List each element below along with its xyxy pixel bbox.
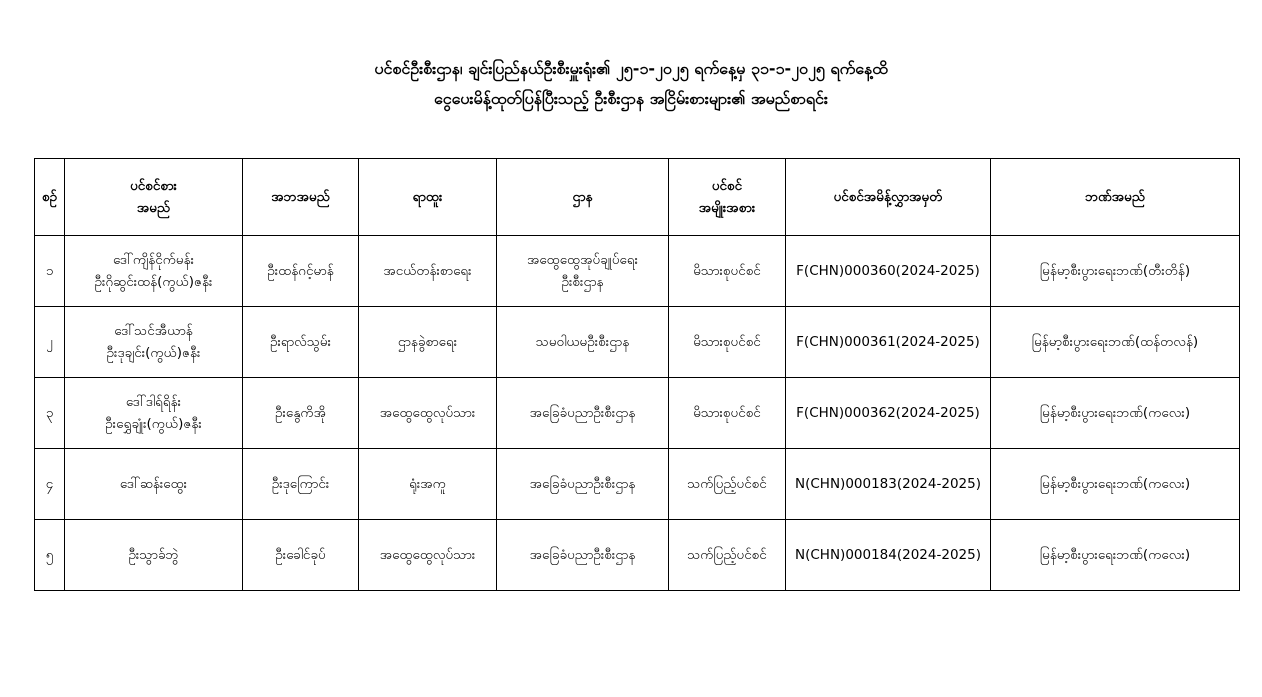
cell-pension-type: [669, 236, 786, 307]
pensioner-table: [34, 158, 1240, 591]
cell-pension-type-text: မိသားစုပင်စင်: [693, 334, 761, 350]
cell-department-line: အခြေခံပညာဦးစီးဌာန: [529, 547, 636, 563]
cell-department: [497, 449, 669, 520]
cell-position: [359, 378, 497, 449]
cell-pension-type-text: သက်ပြည့်ပင်စင်: [687, 547, 767, 563]
header-department: [497, 159, 669, 236]
header-pensioner-name: [65, 159, 243, 236]
header-position: [359, 159, 497, 236]
document-title: [0, 54, 1262, 114]
cell-bank-name-text: မြန်မာ့စီးပွားရေးဘဏ်(ကလေး): [1039, 405, 1191, 421]
cell-pension-order-no: [786, 378, 991, 449]
cell-pensioner-name: [65, 236, 243, 307]
table-row: [35, 449, 1240, 520]
header-text: အမည်: [136, 200, 171, 216]
cell-position: [359, 449, 497, 520]
cell-bank-name: [991, 236, 1240, 307]
cell-pension-type: [669, 378, 786, 449]
cell-pension-order-no-text: F(CHN)000360(2024-2025): [796, 263, 980, 279]
header-pension-order-no: [786, 159, 991, 236]
cell-department: [497, 236, 669, 307]
cell-department-line: သမဝါယမဦးစီးဌာန: [535, 334, 630, 350]
header-text: အမျိုးအစား: [698, 200, 756, 216]
cell-pensioner-name-line: ဦးဂိုဆွင်းထန်(ကွယ်)ဇနီး: [94, 274, 213, 290]
cell-pensioner-name-line: ဒေါ်သင်အီယာန်: [114, 323, 193, 339]
header-text: ဌာန: [572, 189, 593, 205]
cell-serial-no: [35, 236, 65, 307]
cell-pension-type: [669, 307, 786, 378]
cell-bank-name: [991, 307, 1240, 378]
cell-serial-no: [35, 520, 65, 591]
cell-bank-name-text: မြန်မာ့စီးပွားရေးဘဏ်(ကလေး): [1039, 476, 1191, 492]
table-row: [35, 236, 1240, 307]
cell-pension-order-no-text: N(CHN)000184(2024-2025): [795, 547, 981, 563]
cell-father-name-text: ဦးခေါင်ခုပ်: [275, 547, 326, 563]
table-row: [35, 520, 1240, 591]
cell-position-text: အထွေထွေလုပ်သား: [379, 405, 476, 421]
table-row: [35, 307, 1240, 378]
header-text: စဉ်: [41, 189, 58, 205]
cell-position-text: ရုံးအကူ: [409, 476, 446, 492]
cell-pensioner-name-line: ဦးဒုချင်း(ကွယ်)ဇနီး: [106, 345, 201, 361]
title-line-1: ပင်စင်ဦးစီးဌာန၊ ချင်းပြည်နယ်ဦးစီးမှူးရုံး၏ ၂၅-၁-၂၀၂၅ ရက်နေ့မှ ၃၁-၁-၂၀၂၅ ရက်နေ့ထိ: [374, 59, 888, 78]
header-pension-type: [669, 159, 786, 236]
cell-father-name: [243, 520, 359, 591]
header-text: ပင်စင်စား: [130, 178, 177, 194]
cell-department: [497, 378, 669, 449]
header-serial-no: [35, 159, 65, 236]
cell-department-line: အထွေထွေအုပ်ချုပ်ရေး: [526, 252, 639, 268]
cell-pension-type: [669, 449, 786, 520]
cell-father-name-text: ဦးထန်ဂင့်မာန်: [267, 263, 334, 279]
header-text: ဘဏ်အမည်: [1085, 189, 1145, 205]
header-text: အဘအမည်: [271, 189, 330, 205]
cell-bank-name: [991, 520, 1240, 591]
cell-pension-type-text: မိသားစုပင်စင်: [693, 405, 761, 421]
header-text: ပင်စင်အမိန့်လွှာအမှတ်: [833, 189, 943, 205]
cell-pensioner-name-line: ဒေါ်ဒါရ်ရိန်း: [125, 394, 182, 410]
cell-serial-no-text: ၄: [45, 476, 54, 492]
cell-serial-no: [35, 307, 65, 378]
cell-pension-order-no: [786, 236, 991, 307]
cell-bank-name-text: မြန်မာ့စီးပွားရေးဘဏ်(ကလေး): [1039, 547, 1191, 563]
cell-pension-type-text: မိသားစုပင်စင်: [693, 263, 761, 279]
cell-serial-no-text: ၁: [45, 263, 54, 279]
cell-father-name-text: ဦးရာလ်သွမ်း: [269, 334, 332, 350]
header-text: ရာထူး: [412, 189, 443, 205]
cell-pensioner-name-line: ဦးသွာခ်ဘွဲ: [128, 547, 179, 563]
table-header-row: [35, 159, 1240, 236]
cell-pensioner-name-line: ဦးရွှေချုံး(ကွယ်)ဇနီး: [105, 416, 202, 432]
cell-pension-order-no-text: F(CHN)000362(2024-2025): [796, 405, 980, 421]
cell-pension-order-no-text: N(CHN)000183(2024-2025): [795, 476, 981, 492]
cell-father-name: [243, 307, 359, 378]
header-bank-name: [991, 159, 1240, 236]
cell-pensioner-name: [65, 449, 243, 520]
cell-bank-name: [991, 449, 1240, 520]
cell-bank-name: [991, 378, 1240, 449]
cell-position-text: ဌာနခွဲစာရေး: [397, 334, 458, 350]
cell-pension-type-text: သက်ပြည့်ပင်စင်: [687, 476, 767, 492]
cell-position: [359, 520, 497, 591]
cell-serial-no-text: ၃: [45, 405, 54, 421]
cell-pensioner-name: [65, 520, 243, 591]
cell-pensioner-name-line: ဒေါ်ဆန်းထွေး: [119, 476, 188, 492]
cell-pensioner-name: [65, 307, 243, 378]
cell-father-name: [243, 236, 359, 307]
cell-position: [359, 236, 497, 307]
cell-serial-no: [35, 378, 65, 449]
cell-pension-order-no: [786, 307, 991, 378]
table-row: [35, 378, 1240, 449]
cell-father-name: [243, 449, 359, 520]
header-father-name: [243, 159, 359, 236]
cell-pension-order-no-text: F(CHN)000361(2024-2025): [796, 334, 980, 350]
cell-department-line: အခြေခံပညာဦးစီးဌာန: [529, 476, 636, 492]
cell-bank-name-text: မြန်မာ့စီးပွားရေးဘဏ်(တီးတိန်): [1039, 263, 1191, 279]
title-line-2: ငွေပေးမိန့်ထုတ်ပြန်ပြီးသည့် ဦးစီးဌာန အငြိမ်းစားများ၏ အမည်စာရင်း: [434, 89, 828, 108]
cell-bank-name-text: မြန်မာ့စီးပွားရေးဘဏ်(ထန်တလန်): [1031, 334, 1199, 350]
table-body: [35, 236, 1240, 591]
cell-department: [497, 307, 669, 378]
cell-department-line: ဦးစီးဌာန: [561, 274, 604, 290]
cell-pension-order-no: [786, 520, 991, 591]
cell-pensioner-name-line: ဒေါ်ကျိန်ငိုက်မန်း: [112, 252, 195, 268]
cell-pension-type: [669, 520, 786, 591]
cell-pensioner-name: [65, 378, 243, 449]
cell-serial-no-text: ၂: [46, 334, 53, 350]
header-text: ပင်စင်: [711, 178, 743, 194]
cell-department: [497, 520, 669, 591]
cell-father-name-text: ဦးဒုကြောင်း: [271, 476, 330, 492]
cell-position-text: အထွေထွေလုပ်သား: [379, 547, 476, 563]
cell-serial-no: [35, 449, 65, 520]
cell-father-name: [243, 378, 359, 449]
cell-father-name-text: ဦးနွေကိအို: [274, 405, 327, 421]
cell-pension-order-no: [786, 449, 991, 520]
cell-position-text: အငယ်တန်းစာရေး: [383, 263, 472, 279]
cell-serial-no-text: ၅: [45, 547, 54, 563]
cell-position: [359, 307, 497, 378]
cell-department-line: အခြေခံပညာဦးစီးဌာန: [529, 405, 636, 421]
